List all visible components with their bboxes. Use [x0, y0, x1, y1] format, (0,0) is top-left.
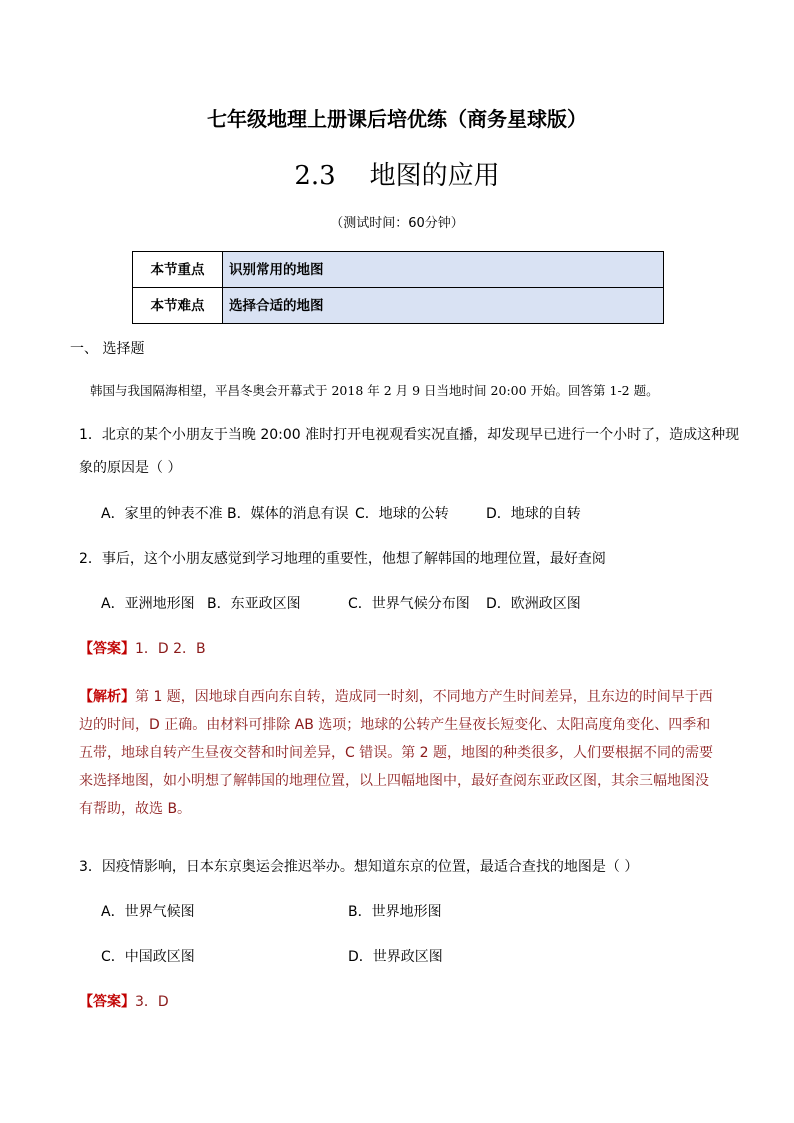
answer-text: 3．D	[135, 994, 169, 1010]
question-1-option-c: C．地球的公转	[355, 506, 449, 522]
answer-text: 1．D 2．B	[135, 641, 206, 657]
question-1-line-1: 1．北京的某个小朋友于当晚 20:00 准时打开电视观看实况直播，却发现早已进行一个小时了，造成这种现	[79, 427, 740, 443]
part-heading: 一、 选择题	[70, 341, 145, 357]
material-text: 韩国与我国隔海相望，平昌冬奥会开幕式于 2018 年 2 月 9 日当地时间 20:00 开始。回答第 1-2 题。	[90, 383, 659, 398]
question-2-option-c: C．世界气候分布图	[348, 596, 470, 612]
question-3-option-d: D．世界政区图	[348, 949, 443, 965]
question-3-option-c: C．中国政区图	[101, 949, 195, 965]
analysis-block	[79, 683, 719, 823]
question-1-line-2: 象的原因是（ ）	[79, 460, 182, 476]
section-name: 地图的应用	[369, 161, 500, 191]
document-title: 七年级地理上册课后培优练（商务星球版）	[207, 107, 587, 131]
analysis-text: 第 1 题，因地球自西向东自转，造成同一时刻，不同地方产生时间差异，且东边的时间早于西边的时间，D 正确。由材料可排除 AB 选项；地球的公转产生昼夜长短变化、太阳高度角变化、四季和五带，地球自转产生昼夜交替和时间差异，C 错误。第 2 题，地图的种类很多，人们要根据不同的需要来选择地图，如小明想了解韩国的地理位置，以上四幅地图中，最好查阅东亚政区图，其余三幅地图没有帮助，故选 B。	[79, 689, 714, 817]
answer-block-1	[79, 638, 206, 658]
section-title	[0, 155, 794, 192]
question-3-option-a: A．世界气候图	[101, 904, 195, 920]
question-2-option-a: A．亚洲地形图	[101, 596, 195, 612]
analysis-label: 【解析】	[79, 689, 135, 705]
question-3-option-b: B．世界地形图	[348, 904, 442, 920]
question-1-option-b: B．媒体的消息有误	[227, 506, 349, 522]
answer-label: 【答案】	[79, 994, 135, 1010]
answer-block-3	[79, 991, 169, 1011]
key-point-label: 本节重点	[133, 252, 223, 288]
question-1-option-d: D．地球的自转	[486, 506, 581, 522]
difficulty-value: 选择合适的地图	[223, 288, 664, 324]
focus-table	[132, 251, 664, 324]
question-3-line-1: 3．因疫情影响，日本东京奥运会推迟举办。想知道东京的位置，最适合查找的地图是（ ）	[79, 859, 639, 875]
question-2-line-1: 2．事后，这个小朋友感觉到学习地理的重要性，他想了解韩国的地理位置，最好查阅	[79, 551, 606, 567]
difficulty-label: 本节难点	[133, 288, 223, 324]
section-number: 2.3	[294, 161, 336, 191]
question-2-option-d: D．欧洲政区图	[486, 596, 581, 612]
table-row	[133, 252, 664, 288]
question-2-option-b: B．东亚政区图	[207, 596, 301, 612]
table-row	[133, 288, 664, 324]
key-point-value: 识别常用的地图	[223, 252, 664, 288]
question-1-option-a: A．家里的钟表不准	[101, 506, 223, 522]
test-time: （测试时间：60分钟）	[330, 216, 464, 231]
answer-label: 【答案】	[79, 641, 135, 657]
